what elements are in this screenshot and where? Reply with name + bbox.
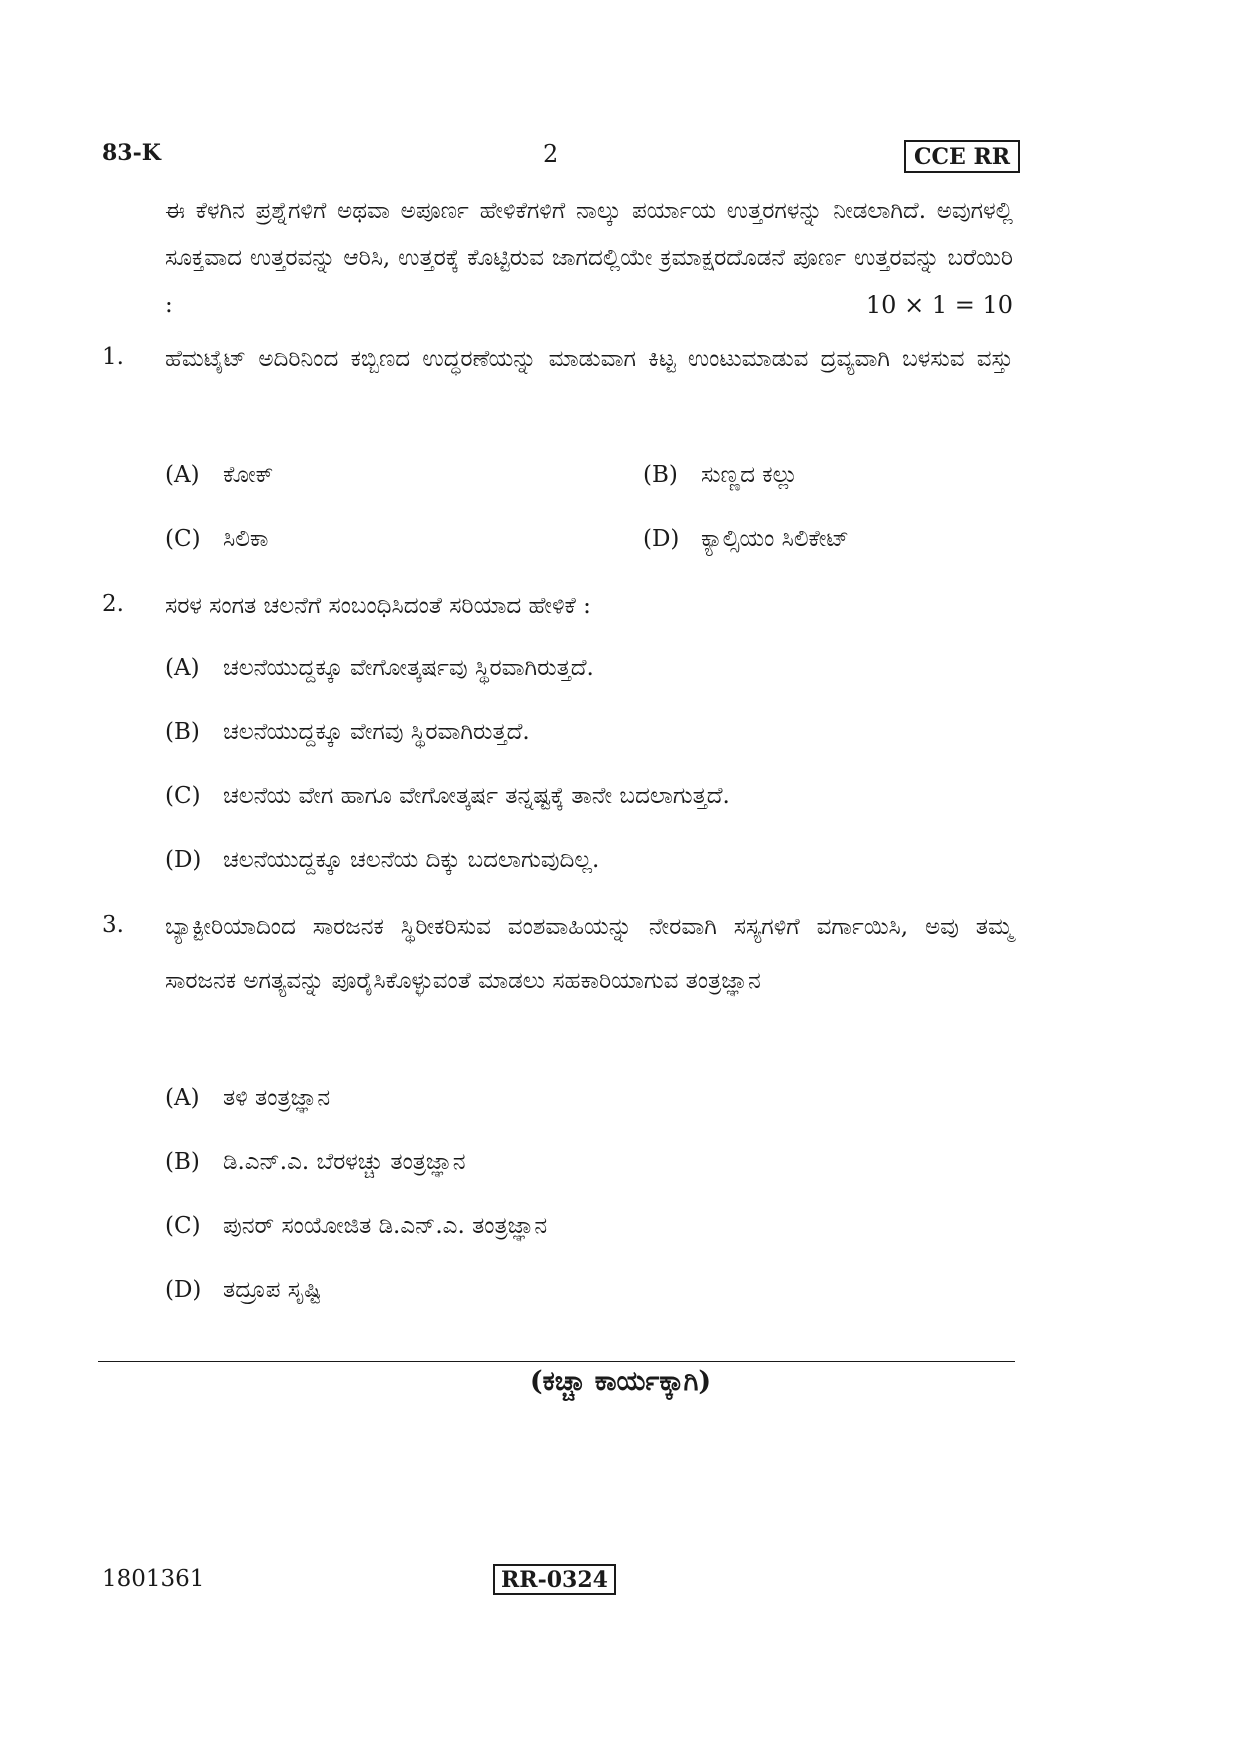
- question-1-option-b: (B) ಸುಣ್ಣದ ಕಲ್ಲು: [643, 462, 798, 488]
- question-1-option-d: (D) ಕ್ಯಾಲ್ಸಿಯಂ ಸಿಲಿಕೇಟ್: [643, 526, 849, 552]
- paper-code: 83-K: [102, 140, 161, 166]
- question-2-text: ಸರಳ ಸಂಗತ ಚಲನೆಗೆ ಸಂಬಂಧಿಸಿದಂತೆ ಸರಿಯಾದ ಹೇಳಿಕೆ :: [165, 593, 591, 619]
- rough-work-label: (ಕಚ್ಚಾ ಕಾರ್ಯಕ್ಕಾಗಿ): [529, 1366, 712, 1397]
- question-1-text: ಹೆಮಟೈಟ್ ಅದಿರಿನಿಂದ ಕಬ್ಬಿಣದ ಉದ್ಧರಣೆಯನ್ನು ಮಾಡುವಾಗ ಕಿಟ್ಟ ಉಂಟುಮಾಡುವ ದ್ರವ್ಯವಾಗಿ ಬಳಸುವ ವಸ್ತು: [165, 346, 1013, 372]
- question-3-option-b: (B) ಡಿ.ಎನ್.ಎ. ಬೆರಳಚ್ಚು ತಂತ್ರಜ್ಞಾನ: [165, 1149, 466, 1175]
- page-number: 2: [543, 140, 559, 168]
- question-1-option-c: (C) ಸಿಲಿಕಾ: [165, 526, 269, 552]
- question-3-option-a: (A) ತಳಿ ತಂತ್ರಜ್ಞಾನ: [165, 1085, 331, 1111]
- footer-code-box: RR-0324: [493, 1564, 616, 1595]
- question-2-number: 2.: [102, 591, 124, 617]
- instructions: [165, 188, 1013, 329]
- question-3-option-d: (D) ತದ್ರೂಪ ಸೃಷ್ಟಿ: [165, 1277, 322, 1303]
- marks-allocation: 10 × 1 = 10: [865, 291, 1013, 319]
- question-3-option-c: (C) ಪುನರ್ ಸಂಯೋಜಿತ ಡಿ.ಎನ್.ಎ. ತಂತ್ರಜ್ಞಾನ: [165, 1213, 548, 1239]
- exam-type-box: CCE RR: [904, 140, 1020, 173]
- question-3-text: ಬ್ಯಾಕ್ಟೀರಿಯಾದಿಂದ ಸಾರಜನಕ ಸ್ಥಿರೀಕರಿಸುವ ವಂಶವಾಹಿಯನ್ನು ನೇರವಾಗಿ ಸಸ್ಯಗಳಿಗೆ ವರ್ಗಾಯಿಸಿ, ಅವು ತಮ್ಮ ಸಾರಜನಕ ಅಗತ್ಯವನ್ನು ಪೂರೈಸಿಕೊಳ್ಳುವಂತೆ ಮಾಡಲು ಸಹಕಾರಿಯಾಗುವ ತಂತ್ರಜ್ಞಾನ: [165, 914, 1013, 994]
- instructions-text: ಈ ಕೆಳಗಿನ ಪ್ರಶ್ನೆಗಳಿಗೆ ಅಥವಾ ಅಪೂರ್ಣ ಹೇಳಿಕೆಗಳಿಗೆ ನಾಲ್ಕು ಪರ್ಯಾಯ ಉತ್ತರಗಳನ್ನು ನೀಡಲಾಗಿದೆ. ಅವುಗಳಲ್ಲಿ ಸೂಕ್ತವಾದ ಉತ್ತರವನ್ನು ಆರಿಸಿ, ಉತ್ತರಕ್ಕೆ ಕೊಟ್ಟಿರುವ ಜಾಗದಲ್ಲಿಯೇ ಕ್ರಮಾಕ್ಷರದೊಡನೆ ಪೂರ್ಣ ಉತ್ತರವನ್ನು ಬರೆಯಿರಿ :: [165, 198, 1013, 318]
- question-2-option-c: (C) ಚಲನೆಯ ವೇಗ ಹಾಗೂ ವೇಗೋತ್ಕರ್ಷ ತನ್ನಷ್ಟಕ್ಕೆ ತಾನೇ ಬದಲಾಗುತ್ತದೆ.: [165, 783, 730, 809]
- question-1-number: 1.: [102, 344, 124, 370]
- question-1-option-a: (A) ಕೋಕ್: [165, 462, 274, 488]
- question-3-number: 3.: [102, 912, 124, 938]
- section-divider: [98, 1361, 1015, 1362]
- question-2-option-d: (D) ಚಲನೆಯುದ್ದಕ್ಕೂ ಚಲನೆಯ ದಿಕ್ಕು ಬದಲಾಗುವುದಿಲ್ಲ.: [165, 847, 600, 873]
- question-2-option-b: (B) ಚಲನೆಯುದ್ದಕ್ಕೂ ವೇಗವು ಸ್ಥಿರವಾಗಿರುತ್ತದೆ.: [165, 719, 530, 745]
- question-2-option-a: (A) ಚಲನೆಯುದ್ದಕ್ಕೂ ವೇಗೋತ್ಕರ್ಷವು ಸ್ಥಿರವಾಗಿರುತ್ತದೆ.: [165, 655, 594, 681]
- footer-id: 1801361: [102, 1566, 205, 1592]
